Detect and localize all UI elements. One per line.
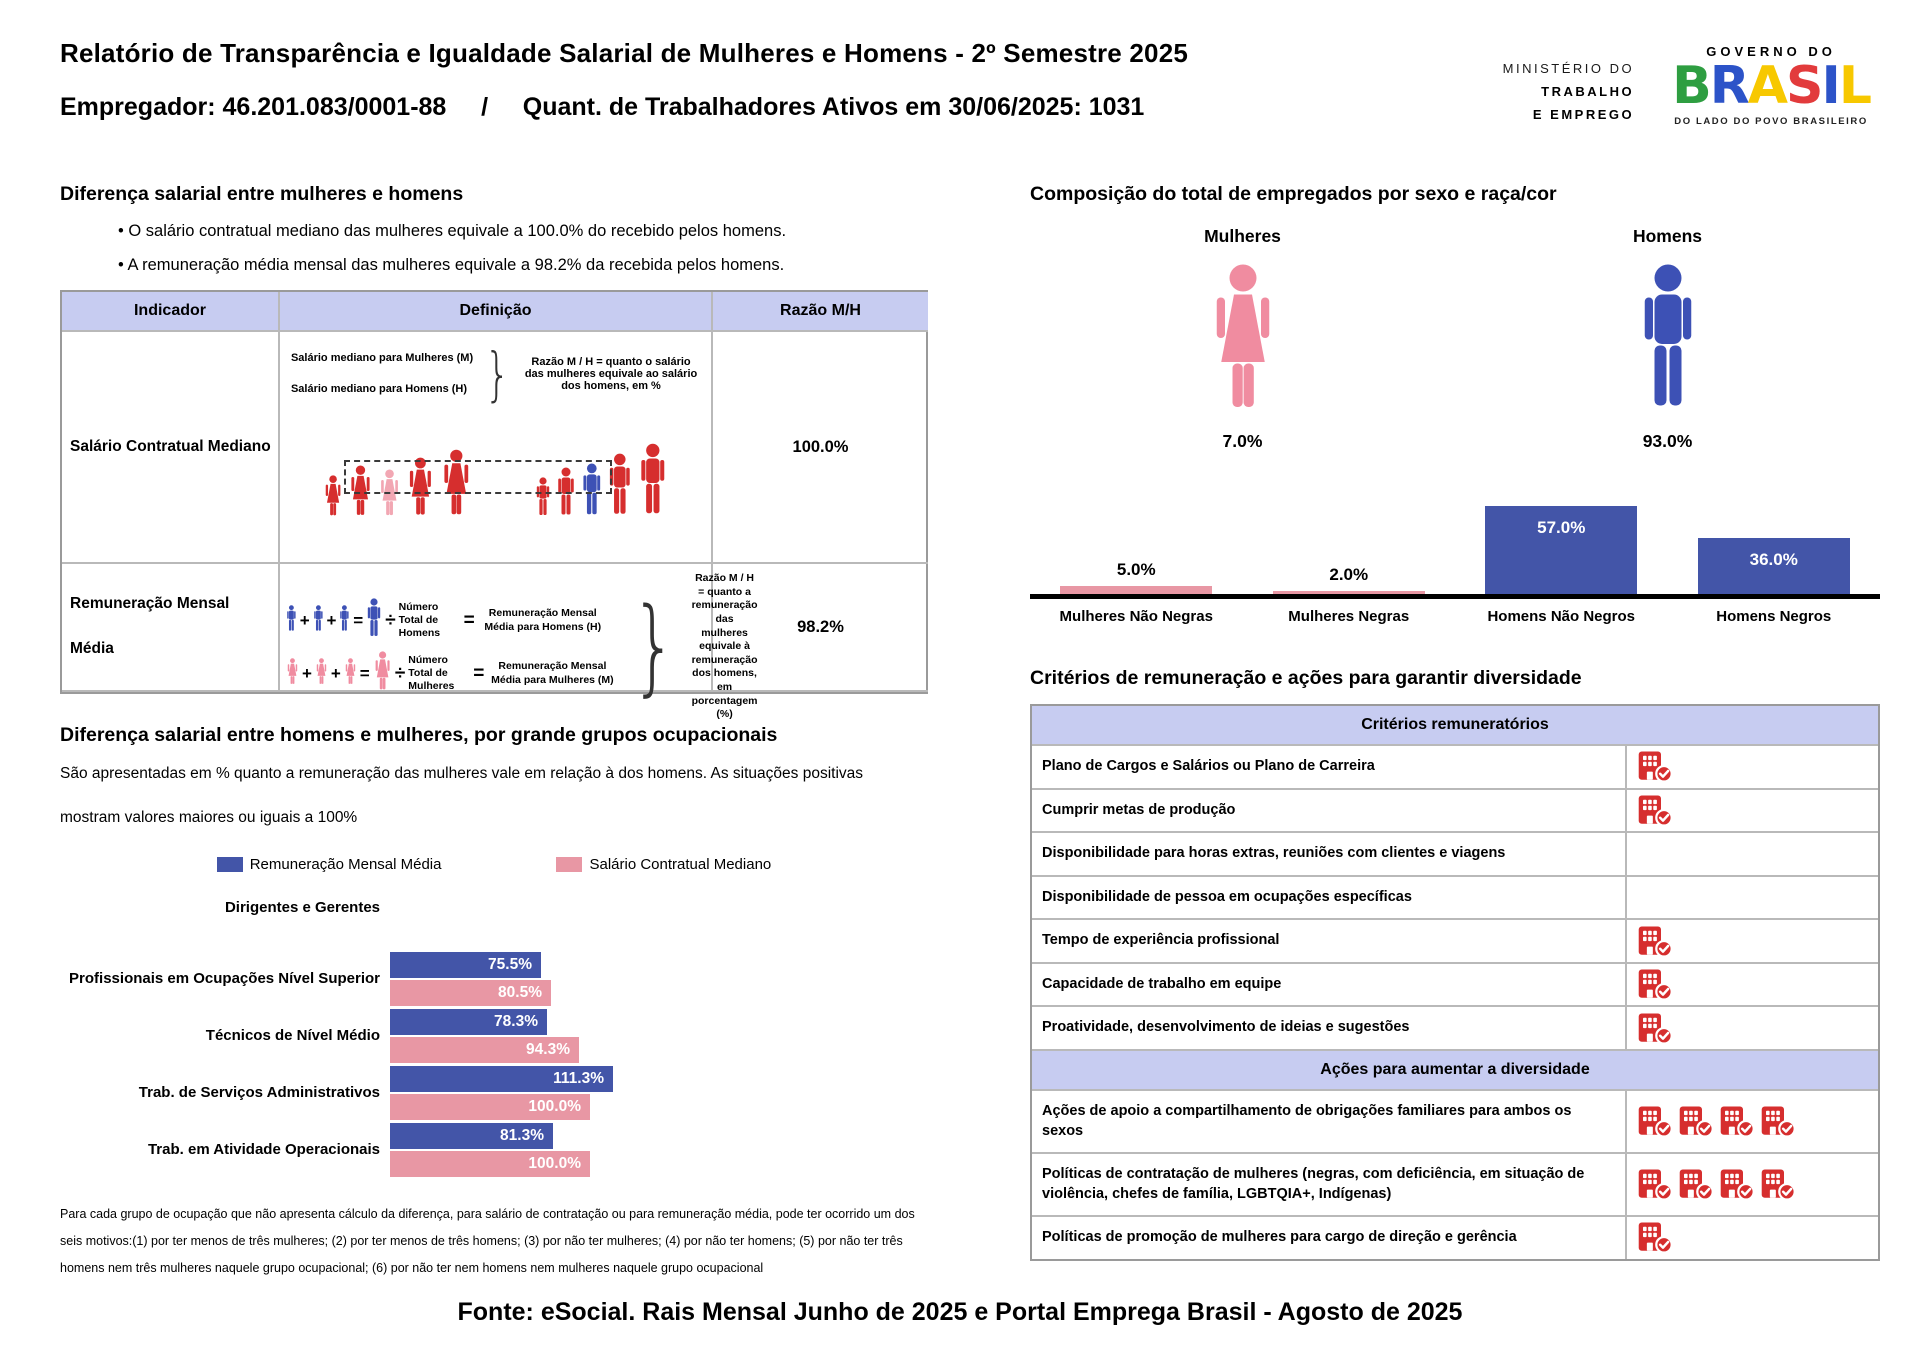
man-pictogram-icon [1638,263,1698,413]
ministry-logo [1503,58,1634,126]
criteria-label: Políticas de promoção de mulheres para cargo de direção e gerência [1032,1217,1627,1259]
criteria-section [1030,667,1880,1261]
bullet-median-salary: • O salário contratual mediano das mulheres equivale a 100.0% do recebido pelos homens. [118,222,928,241]
formula-rows [286,598,617,696]
col-header-razao: Razão M/H [713,292,928,332]
company-check-icon [1637,794,1673,827]
woman-pictogram-icon [286,658,299,685]
category-label: Mulheres Não Negras [1059,608,1213,625]
chart-legend [60,856,928,873]
criteria-check-icons [1627,920,1878,962]
occupation-label: Trab. em Atividade Operacionais [147,1140,380,1158]
row1-definition [280,332,713,564]
criteria-label: Tempo de experiência profissional [1032,920,1627,962]
row2-indicator: Remuneração Mensal Média [62,564,280,692]
legend-item [556,856,771,873]
small-person-icon [315,658,328,690]
bar: 94.3% [390,1037,579,1063]
divide-operator: ÷ [385,609,396,631]
bar-pair [390,1123,928,1177]
criteria-row [1032,920,1878,964]
occupation-group [60,1123,928,1177]
occupation-group [60,952,928,1006]
criteria-check-icons [1627,790,1878,832]
salary-gap-heading: Diferença salarial entre mulheres e homens [60,183,464,205]
category-label: Homens Não Negros [1487,608,1636,625]
criteria-label: Disponibilidade de pessoa em ocupações específicas [1032,877,1627,919]
criteria-check-icons [1627,877,1878,919]
bar [1273,591,1425,594]
man-pictogram-icon [339,605,350,632]
formula-diagram [286,572,758,722]
row1-indicator: Salário Contratual Mediano [62,332,280,564]
bar-pair [390,952,928,1006]
company-check-icon [1719,1105,1755,1138]
criteria-label: Plano de Cargos e Salários ou Plano de Carreira [1032,746,1627,788]
company-check-icon [1678,1168,1714,1201]
bar-value-label: 5.0% [1116,560,1156,579]
bar: 75.5% [390,952,541,978]
company-check-icon [1760,1105,1796,1138]
equals-operator: = [359,663,370,683]
criteria-row [1032,833,1878,877]
criteria-row [1032,1007,1878,1051]
row2-ratio-value: 98.2% [713,564,928,692]
right-column [1030,183,1880,1261]
occupation-label: Profissionais em Ocupações Nível Superior [69,969,380,987]
woman-pictogram-icon [373,651,392,691]
composition-heading: Composição do total de empregados por sexo e raça/cor [1030,183,1557,205]
men-figure-block [1455,226,1880,452]
row1-ratio-value: 100.0% [713,332,928,564]
ministry-line-2: TRABALHO [1541,83,1635,99]
result-text: Remuneração Mensal Média para Mulheres (M) [491,660,614,686]
brasil-letter: A [1747,56,1787,116]
col-header-definicao: Definição [280,292,713,332]
brasil-letter: B [1672,56,1710,116]
occupational-description-2: mostram valores maiores ou iguais a 100% [60,809,358,827]
criteria-check-icons [1627,1154,1878,1215]
bullet-average-pay: • A remuneração média mensal das mulheres equivale a 98.2% da recebida pelos homens. [118,256,928,275]
sex-figures [1030,226,1880,452]
composition-bars [1030,466,1880,594]
woman-pictogram-icon [315,658,328,685]
woman-pictogram-icon [1207,263,1279,413]
equals-operator: = [473,662,485,684]
bar-value-label: 36.0% [1749,550,1798,569]
man-pictogram-icon [638,443,668,517]
col-header-indicador: Indicador [62,292,280,332]
row1-ratio-note: Razão M / H = quanto o salário das mulheres equivale ao salário dos homens, em % [524,356,698,392]
header-titles [60,38,1188,127]
women-label: Mulheres [1204,226,1281,246]
criteria-row [1032,1091,1878,1154]
criteria-row [1032,1154,1878,1217]
occupation-label: Dirigentes e Gerentes [224,898,380,916]
company-check-icon [1719,1168,1755,1201]
row2-ratio-note: Razão M / H = quanto a remuneração das mulheres equivale à remuneração dos homens, em porcentagem (%) [691,572,758,721]
legend-item [217,856,442,873]
company-check-icon [1760,1168,1796,1201]
criteria-row [1032,964,1878,1008]
occupation-group [60,1066,928,1120]
gov-logo-tagline: DO LADO DO POVO BRASILEIRO [1674,115,1868,127]
occupational-section [60,724,928,1282]
men-percentage: 93.0% [1642,431,1693,451]
bar [1698,538,1850,594]
criteria-label: Capacidade de trabalho em equipe [1032,964,1627,1006]
occupational-bar-chart [60,899,928,1177]
report-header [60,38,1870,127]
man-pictogram-icon [286,605,297,632]
government-logo [1672,44,1870,127]
brasil-letter: L [1838,56,1870,116]
legend-swatch [556,857,582,872]
plus-operator: + [299,610,310,630]
criteria-heading: Critérios de remuneração e ações para garantir diversidade [1030,667,1582,689]
ministry-line-3: E EMPREGO [1532,106,1635,122]
x-axis-line [1030,594,1880,599]
company-check-icon [1637,968,1673,1001]
man-icon [1638,263,1698,413]
criteria-label: Políticas de contratação de mulheres (negras, com deficiência, em situação de violência, chefes de família, LGBTQIA+, Indígenas) [1032,1154,1627,1215]
criteria-section-header: Critérios remuneratórios [1032,706,1878,746]
indicator-table [60,290,928,721]
brasil-letter: R [1709,56,1748,116]
brand-block [1503,44,1870,127]
woman-pictogram-icon [344,658,357,685]
criteria-label: Proatividade, desenvolvimento de ideias e sugestões [1032,1007,1627,1049]
page-title: Relatório de Transparência e Igualdade Salarial de Mulheres e Homens - 2º Semestre 2025 [60,38,1189,68]
small-person-icon [286,605,297,637]
median-dashed-box [344,460,612,494]
occupational-heading: Diferença salarial entre homens e mulheres, por grande grupos ocupacionais [60,724,778,746]
occupation-group [60,1009,928,1063]
occupation-label: Técnicos de Nível Médio [205,1026,380,1044]
bar-value-label: 57.0% [1537,518,1586,537]
legend-label: Remuneração Mensal Média [249,855,442,873]
row1-definition-text [286,340,705,408]
criteria-label: Disponibilidade para horas extras, reuniões com clientes e viagens [1032,833,1627,875]
left-column [60,183,928,1282]
company-check-icon [1637,1105,1673,1138]
composition-category-labels [1030,608,1880,625]
bar: 100.0% [390,1151,590,1177]
criteria-row [1032,877,1878,921]
occupation-group [60,899,928,949]
men-label: Homens [1632,226,1703,246]
company-check-icon [1637,925,1673,958]
bar: 78.3% [390,1009,547,1035]
formula-women [286,651,617,696]
criteria-row [1032,1217,1878,1259]
bar-pair [390,1009,928,1063]
brace-glyph: } [631,585,678,708]
row2-definition [280,564,758,721]
criteria-check-icons [1627,1217,1878,1259]
bar [1060,586,1212,594]
equals-operator: = [353,610,364,630]
woman-icon [1207,263,1279,413]
bar-pair [390,1066,928,1120]
criteria-row [1032,746,1878,790]
criteria-check-icons [1627,1091,1878,1152]
equals-operator: = [463,609,475,631]
occupational-description-1: São apresentadas em % quanto a remuneração das mulheres vale em relação à dos homens. As situações positivas [60,765,864,782]
company-check-icon [1637,1012,1673,1045]
bar-column [1030,466,1243,594]
criteria-label: Cumprir metas de produção [1032,790,1627,832]
occupation-label: Trab. de Serviços Administrativos [138,1083,380,1101]
woman-pictogram-icon [323,475,343,517]
plus-operator: + [330,663,341,683]
legend-swatch [217,857,243,872]
company-check-icon [1637,1221,1673,1254]
salary-gap-bullets [118,222,928,275]
bar-column [1243,466,1456,594]
category-label: Mulheres Negras [1288,608,1410,625]
big-person-icon [373,651,392,696]
category-label: Homens Negros [1716,608,1832,625]
man-icon [638,443,668,522]
median-lines [291,343,473,405]
gov-logo-top-text: GOVERNO DO [1706,44,1836,59]
composition-bar-chart [1030,466,1880,625]
man-pictogram-icon [366,598,382,638]
ministry-line-1: MINISTÉRIO DO [1502,61,1635,76]
criteria-check-icons [1627,1007,1878,1049]
woman-icon [323,475,343,522]
median-line-men: Salário mediano para Homens (H) [290,383,468,395]
women-percentage: 7.0% [1222,431,1263,451]
result-text: Remuneração Mensal Média para Homens (H) [484,607,602,633]
formula-men [286,598,617,643]
source-footer: Fonte: eSocial. Rais Mensal Junho de 2025 e Portal Emprega Brasil - Agosto de 2025 [457,1298,1463,1326]
bar: 81.3% [390,1123,553,1149]
company-check-icon [1637,750,1673,783]
bar-column [1455,466,1668,594]
company-check-icon [1637,1168,1673,1201]
divisor-text: Número Total de Mulheres [408,653,455,693]
criteria-check-icons [1627,833,1878,875]
plus-operator: + [301,663,312,683]
brace-glyph: } [484,340,511,408]
divide-operator: ÷ [394,662,406,684]
page-subtitle: Empregador: 46.201.083/0001-88 / Quant. de Trabalhadores Ativos em 30/06/2025: 1031 [60,93,1145,121]
big-person-icon [366,598,382,643]
median-figures [286,422,705,522]
man-pictogram-icon [313,605,324,632]
criteria-check-icons [1627,746,1878,788]
divisor-text: Número Total de Homens [398,600,441,640]
bar-column [1668,466,1881,594]
median-line-women: Salário mediano para Mulheres (M) [290,352,474,365]
brasil-letter: S [1786,56,1822,116]
women-figure-block [1030,226,1455,452]
legend-label: Salário Contratual Mediano [589,855,772,873]
bar: 80.5% [390,980,551,1006]
bar: 111.3% [390,1066,613,1092]
criteria-row [1032,790,1878,834]
small-person-icon [339,605,350,637]
criteria-check-icons [1627,964,1878,1006]
small-person-icon [286,658,299,690]
small-person-icon [313,605,324,637]
brasil-letter: I [1821,56,1839,116]
bar [1485,506,1637,594]
criteria-table [1030,704,1880,1261]
occupational-footnote: Para cada grupo de ocupação que não apresenta cálculo da diferença, para salário de contratação ou para remuneração média, pode ter ocorrido um dos seis motivos:(1) por ter menos de três mulheres; (2) por ter menos de três homens; (3) por não ter mulheres; (4) por não ter homens; (5) por não ter três homens nem três mulheres naquele grupo ocupacional; (6) por não ter nem homens nem mulheres naquele grupo ocupacional [60,1206,915,1275]
plus-operator: + [326,610,337,630]
bar: 100.0% [390,1094,590,1120]
company-check-icon [1678,1105,1714,1138]
bar-value-label: 2.0% [1329,565,1369,584]
criteria-section-header: Ações para aumentar a diversidade [1032,1051,1878,1091]
criteria-label: Ações de apoio a compartilhamento de obrigações familiares para ambos os sexos [1032,1091,1627,1152]
brasil-wordmark [1672,56,1870,116]
small-person-icon [344,658,357,690]
